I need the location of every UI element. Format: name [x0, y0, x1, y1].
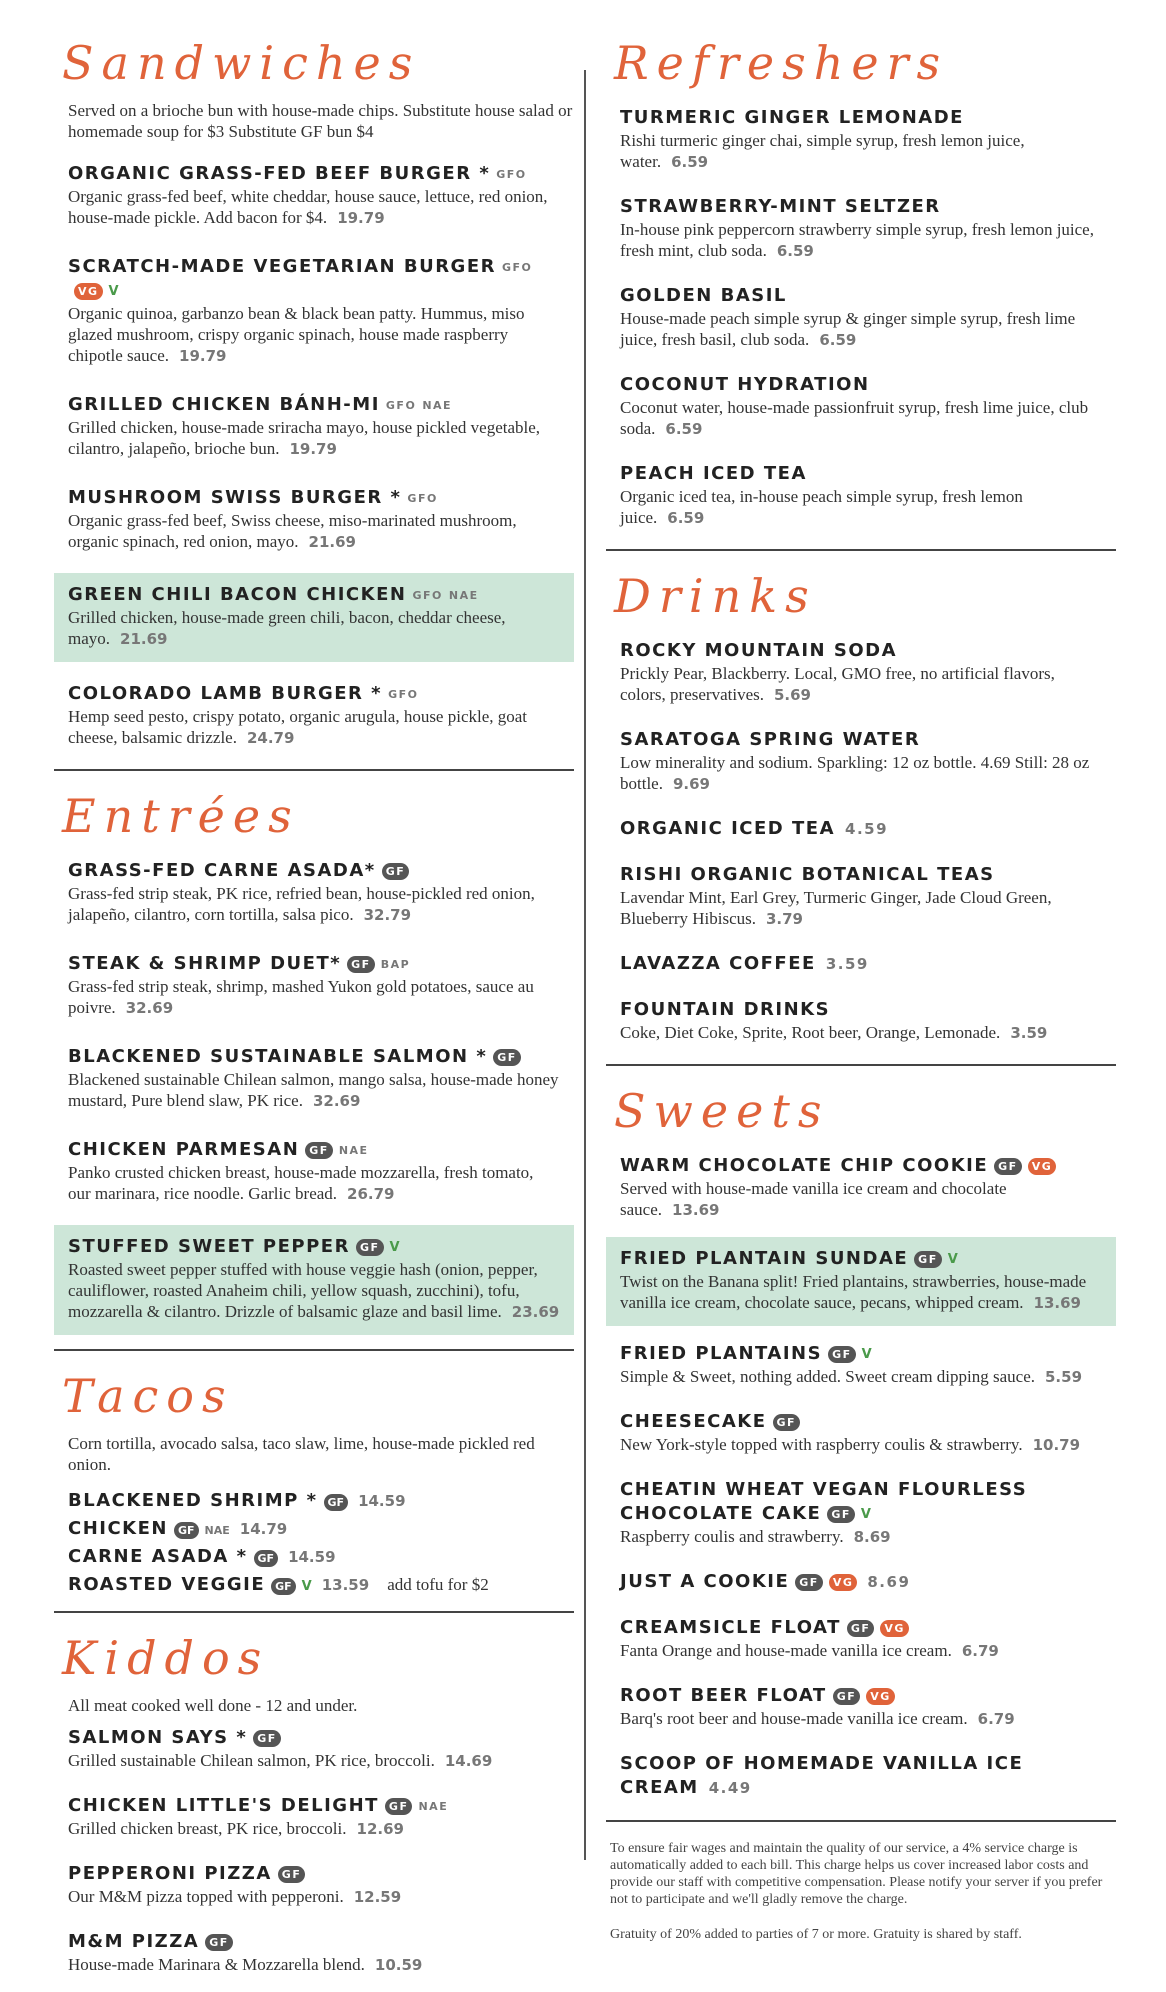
- tag-gf: GF: [994, 1158, 1022, 1175]
- item-name: [620, 106, 1102, 130]
- item-name: [68, 1862, 560, 1886]
- menu-item: [606, 1746, 1116, 1806]
- item-description: [68, 1750, 560, 1772]
- item-name: [620, 728, 1102, 752]
- item-name: [68, 1794, 560, 1818]
- item-name-text: BLACKENED SUSTAINABLE SALMON *: [68, 1046, 488, 1067]
- section-title: Refreshers: [614, 36, 949, 90]
- item-name-text: TURMERIC GINGER LEMONADE: [620, 107, 964, 128]
- menu-item: [54, 1225, 574, 1335]
- item-description-text: Simple & Sweet, nothing added. Sweet cream dipping sauce.: [620, 1367, 1035, 1386]
- tag-gf: GF: [914, 1251, 942, 1268]
- item-description-text: Roasted sweet pepper stuffed with house veggie hash (onion, pepper, cauliflower, roasted Anaheim chili, yellow squash, zucchini), tofu, mozzarella & cilantro. Drizzle of balsamic glaze and basil lime.: [68, 1260, 538, 1321]
- item-price: 21.69: [120, 630, 168, 648]
- taco-item: [54, 1517, 574, 1541]
- service-charge-note: To ensure fair wages and maintain the quality of our service, a 4% service charge is automatically added to each bill. This charge helps us cover increased labor costs and provide our staff with competitive compensation. Please notify your server if you prefer not to participate and we'll gladly remove the charge.: [610, 1841, 1103, 1907]
- item-description: [68, 976, 560, 1019]
- item-description: [68, 1954, 560, 1976]
- item-name: [620, 817, 1102, 841]
- item-description: [620, 1434, 1102, 1456]
- item-description: [68, 510, 560, 553]
- item-description: [68, 607, 560, 650]
- sandwiches-section: [54, 36, 574, 755]
- item-description-text: Blackened sustainable Chilean salmon, mango salsa, house-made honey mustard, Pure blend slaw, PK rice.: [68, 1070, 559, 1110]
- item-description: [620, 1022, 1102, 1044]
- item-description-text: Coconut water, house-made passionfruit syrup, fresh lime juice, club soda.: [620, 398, 1089, 438]
- item-description-text: New York-style topped with raspberry coulis & strawberry.: [620, 1435, 1023, 1454]
- item-description-text: Hemp seed pesto, crispy potato, organic arugula, house pickle, goat cheese, balsamic drizzle.: [68, 707, 528, 747]
- item-name-text: GOLDEN BASIL: [620, 285, 787, 306]
- item-price: 8.69: [853, 1528, 891, 1546]
- item-description-text: Barq's root beer and house-made vanilla ice cream.: [620, 1709, 968, 1728]
- taco-item: [54, 1489, 574, 1513]
- item-description-text: Panko crusted chicken breast, house-made mozzarella, fresh tomato, our marinara, rice noodle. Garlic bread.: [68, 1163, 534, 1203]
- item-description: [68, 1886, 560, 1908]
- tag-gf: GF: [847, 1620, 875, 1637]
- tag-gf: GF: [833, 1688, 861, 1705]
- item-price: 5.59: [1045, 1368, 1083, 1386]
- menu-item: [54, 1856, 574, 1914]
- item-description: [620, 1366, 1102, 1388]
- item-name: [620, 1478, 1102, 1526]
- item-name: [620, 1247, 1102, 1271]
- menu-item: [54, 946, 574, 1025]
- tacos-section: [54, 1369, 574, 1597]
- item-name: [68, 952, 560, 976]
- section-divider: [606, 549, 1116, 551]
- item-price: 26.79: [347, 1185, 395, 1203]
- item-name-text: ROCKY MOUNTAIN SODA: [620, 640, 897, 661]
- item-name-text: CHEATIN WHEAT VEGAN FLOURLESS CHOCOLATE CAKE: [620, 1479, 1028, 1524]
- item-description-text: Organic grass-fed beef, Swiss cheese, miso-marinated mushroom, organic spinach, red onion, mayo.: [68, 511, 517, 551]
- tag-nae: NAE: [418, 1799, 449, 1813]
- item-description-text: Organic quinoa, garbanzo bean & black bean patty. Hummus, miso glazed mushroom, crispy organic spinach, house made raspberry chipotle sauce.: [68, 304, 525, 365]
- item-name: [68, 255, 560, 303]
- menu-item: [606, 278, 1116, 357]
- item-description-text: Rishi turmeric ginger chai, simple syrup, fresh lemon juice, water.: [620, 131, 1025, 171]
- section-title: Drinks: [614, 569, 817, 623]
- tag-gf: GF: [271, 1578, 296, 1595]
- item-name: [68, 583, 560, 607]
- menu-item: [606, 367, 1116, 446]
- item-description: [68, 1162, 560, 1205]
- item-name-text: GRILLED CHICKEN BÁNH-MI: [68, 394, 380, 415]
- item-description-text: Grilled chicken, house-made sriracha mayo, house pickled vegetable, cilantro, jalapeño, brioche bun.: [68, 418, 541, 458]
- item-description-text: Raspberry coulis and strawberry.: [620, 1527, 844, 1546]
- item-name-text: STUFFED SWEET PEPPER: [68, 1236, 350, 1257]
- menu-item: [54, 156, 574, 235]
- item-price: 8.69: [867, 1573, 911, 1591]
- menu-item: [54, 249, 574, 373]
- item-description-text: In-house pink peppercorn strawberry simple syrup, fresh lemon juice, fresh mint, club soda.: [620, 220, 1094, 260]
- item-description-text: Grilled sustainable Chilean salmon, PK rice, broccoli.: [68, 1751, 435, 1770]
- item-description-text: Our M&M pizza topped with pepperoni.: [68, 1887, 344, 1906]
- section-intro: Corn tortilla, avocado salsa, taco slaw, lime, house-made pickled red onion.: [68, 1434, 535, 1474]
- item-name: [620, 1684, 1102, 1708]
- item-name-text: CHICKEN LITTLE'S DELIGHT: [68, 1795, 379, 1816]
- drinks-section: [606, 569, 1116, 1050]
- menu-item: [54, 1132, 574, 1211]
- section-title: Sandwiches: [62, 36, 421, 90]
- item-description: [620, 1640, 1102, 1662]
- item-name: [68, 1235, 560, 1259]
- tag-v: V: [861, 1346, 874, 1362]
- tag-v: V: [860, 1506, 873, 1522]
- item-name: [620, 1154, 1102, 1178]
- section-divider: [54, 1349, 574, 1351]
- item-price: 10.59: [374, 1956, 423, 1974]
- menu-item: [54, 1720, 574, 1778]
- menu-item: [606, 1148, 1116, 1227]
- tag-v: V: [108, 283, 121, 299]
- item-name-text: PEACH ICED TEA: [620, 463, 807, 484]
- menu-item: [606, 722, 1116, 801]
- item-name-text: FOUNTAIN DRINKS: [620, 999, 831, 1020]
- tag-gf: GF: [305, 1142, 333, 1159]
- tag-gf: GF: [493, 1049, 521, 1066]
- item-name-text: ORGANIC ICED TEA: [620, 818, 836, 839]
- item-name-text: STEAK & SHRIMP DUET*: [68, 953, 342, 974]
- item-description-text: Grilled chicken, house-made green chili, bacon, cheddar cheese, mayo.: [68, 608, 506, 648]
- tag-vg: VG: [880, 1620, 909, 1637]
- item-description-text: House-made peach simple syrup & ginger simple syrup, fresh lime juice, fresh basil, club soda.: [620, 309, 1076, 349]
- kiddos-items: [54, 1720, 574, 1982]
- menu-item: [54, 387, 574, 466]
- item-name: [68, 162, 560, 186]
- item-name-text: JUST A COOKIE: [620, 1571, 790, 1592]
- tag-v: V: [947, 1251, 960, 1267]
- menu-item: [606, 1237, 1116, 1326]
- tag-vg: VG: [1028, 1158, 1057, 1175]
- tag-gf: GF: [254, 1550, 279, 1567]
- item-name: [68, 1045, 560, 1069]
- tag-gf: GF: [795, 1574, 823, 1591]
- tag-gfo: GFO: [407, 491, 438, 505]
- item-price: 32.79: [363, 906, 412, 924]
- item-price: 32.69: [125, 999, 174, 1017]
- item-name: [68, 393, 560, 417]
- menu-item: [606, 1336, 1116, 1394]
- entrees-section: [54, 789, 574, 1335]
- menu-item: [606, 992, 1116, 1050]
- section-title: Entrées: [62, 789, 300, 843]
- item-price: 3.79: [765, 910, 803, 928]
- item-description: [68, 186, 560, 229]
- tag-gfo: GFO: [496, 167, 527, 181]
- item-description-text: Grass-fed strip steak, shrimp, mashed Yukon gold potatoes, sauce au poivre.: [68, 977, 534, 1017]
- section-divider: [606, 1820, 1116, 1822]
- item-name-text: CHEESECAKE: [620, 1411, 767, 1432]
- item-name: [68, 1726, 560, 1750]
- item-name-text: GRASS-FED CARNE ASADA*: [68, 860, 376, 881]
- item-description: [620, 1271, 1102, 1314]
- item-name: [68, 486, 560, 510]
- menu-item: [606, 1564, 1116, 1600]
- item-price: 23.69: [511, 1303, 560, 1321]
- item-price: 14.79: [239, 1520, 288, 1538]
- menu-item: [606, 456, 1116, 535]
- taco-item: [54, 1573, 574, 1597]
- tag-gf: GF: [828, 1346, 856, 1363]
- item-name-text: GREEN CHILI BACON CHICKEN: [68, 584, 407, 605]
- tag-gf: GF: [253, 1730, 281, 1747]
- tag-nae: NAE: [204, 1523, 230, 1537]
- item-description: [68, 1818, 560, 1840]
- item-name-text: RISHI ORGANIC BOTANICAL TEAS: [620, 864, 995, 885]
- item-description: [620, 1526, 1102, 1548]
- item-name-text: COCONUT HYDRATION: [620, 374, 870, 395]
- item-price: 10.79: [1032, 1436, 1081, 1454]
- menu-item: [606, 1404, 1116, 1462]
- item-price: 14.69: [444, 1752, 493, 1770]
- item-price: 13.59: [321, 1576, 370, 1594]
- menu-item: [54, 1924, 574, 1982]
- item-name: ROASTED VEGGIE: [68, 1574, 266, 1595]
- menu-item: [606, 857, 1116, 936]
- section-title: Tacos: [62, 1369, 234, 1423]
- item-price: 6.79: [961, 1642, 999, 1660]
- menu-item: [54, 1039, 574, 1118]
- item-name: [68, 1138, 560, 1162]
- item-name-text: LAVAZZA COFFEE: [620, 953, 816, 974]
- item-price: 4.49: [708, 1779, 752, 1797]
- section-title: Kiddos: [62, 1631, 270, 1685]
- tag-gf: GF: [382, 863, 410, 880]
- tag-nae: NAE: [448, 588, 479, 602]
- item-name: [68, 682, 560, 706]
- item-price: 19.79: [289, 440, 337, 458]
- menu-item: [606, 946, 1116, 982]
- item-name-text: CREAMSICLE FLOAT: [620, 1617, 841, 1638]
- item-name: [620, 284, 1102, 308]
- tag-gf: GF: [827, 1506, 855, 1523]
- tag-gf: GF: [205, 1934, 233, 1951]
- item-price: 5.69: [773, 686, 811, 704]
- item-description-text: Fanta Orange and house-made vanilla ice cream.: [620, 1641, 952, 1660]
- tag-gfo: GFO: [385, 398, 417, 412]
- item-name: [620, 373, 1102, 397]
- tag-v: V: [301, 1578, 312, 1594]
- item-price: 14.59: [288, 1548, 336, 1566]
- item-price: 32.69: [312, 1092, 361, 1110]
- item-name: CARNE ASADA *: [68, 1546, 248, 1567]
- item-description: [68, 706, 560, 749]
- item-name-text: SCOOP OF HOMEMADE VANILLA ICE CREAM: [620, 1753, 1024, 1798]
- item-description: [620, 130, 1102, 173]
- tag-gf: GF: [278, 1866, 306, 1883]
- item-price: 6.59: [667, 509, 705, 527]
- item-price: 6.59: [671, 153, 709, 171]
- item-description-text: Lavendar Mint, Earl Grey, Turmeric Ginger, Jade Cloud Green, Blueberry Hibiscus.: [620, 888, 1052, 928]
- tag-vg: VG: [829, 1574, 858, 1591]
- item-price: 13.69: [672, 1201, 720, 1219]
- item-description-text: Low minerality and sodium. Sparkling: 12 oz bottle. 4.69 Still: 28 oz bottle.: [620, 753, 1090, 793]
- right-column: [606, 36, 1116, 1943]
- tag-gf: GF: [385, 1798, 413, 1815]
- tag-gfo: GFO: [412, 588, 443, 602]
- gratuity-note: Gratuity of 20% added to parties of 7 or more. Gratuity is shared by staff.: [610, 1927, 1022, 1942]
- item-description: [620, 308, 1102, 351]
- drinks-items: [606, 633, 1116, 1050]
- item-description-text: Grass-fed strip steak, PK rice, refried bean, house-pickled red onion, jalapeño, cilantro, corn tortilla, salsa pico.: [68, 884, 535, 924]
- item-name: [620, 1616, 1102, 1640]
- item-description-text: Organic grass-fed beef, white cheddar, house sauce, lettuce, red onion, house-made pickle. Add bacon for $4.: [68, 187, 548, 227]
- item-description-text: Grilled chicken breast, PK rice, broccoli.: [68, 1819, 347, 1838]
- item-price: 3.59: [825, 955, 869, 973]
- item-description: [620, 1708, 1102, 1730]
- item-name: CHICKEN: [68, 1518, 168, 1539]
- item-description-text: House-made Marinara & Mozzarella blend.: [68, 1955, 365, 1974]
- section-divider: [606, 1064, 1116, 1066]
- item-name: [620, 1570, 1102, 1594]
- item-price: 9.69: [672, 775, 710, 793]
- tacos-items: [54, 1489, 574, 1597]
- item-description: [620, 887, 1102, 930]
- item-name: [620, 863, 1102, 887]
- item-name-text: CHICKEN PARMESAN: [68, 1139, 300, 1160]
- tag-gf: GF: [773, 1414, 801, 1431]
- item-name-text: COLORADO LAMB BURGER *: [68, 683, 383, 704]
- tag-v: V: [389, 1239, 402, 1255]
- tag-gfo: GFO: [502, 260, 533, 274]
- sweets-section: [606, 1084, 1116, 1806]
- section-intro: All meat cooked well done - 12 and under.: [68, 1696, 358, 1715]
- tag-gf: GF: [324, 1494, 349, 1511]
- item-description: [620, 1178, 1102, 1221]
- sandwiches-items: [54, 156, 574, 755]
- item-description-text: Prickly Pear, Blackberry. Local, GMO free, no artificial flavors, colors, preservatives.: [620, 664, 1055, 704]
- tag-nae: NAE: [422, 398, 453, 412]
- item-price: 6.59: [819, 331, 857, 349]
- item-name-text: PEPPERONI PIZZA: [68, 1863, 272, 1884]
- tag-nae: NAE: [338, 1143, 369, 1157]
- item-description-text: Twist on the Banana split! Fried plantains, strawberries, house-made vanilla ice cream, chocolate sauce, pecans, whipped cream.: [620, 1272, 1087, 1312]
- menu-item: [606, 1678, 1116, 1736]
- menu-item: [54, 853, 574, 932]
- tag-gf: GF: [174, 1522, 199, 1539]
- menu-item: [54, 573, 574, 662]
- item-description: [620, 663, 1102, 706]
- item-name: [620, 952, 1102, 976]
- item-name-text: ROOT BEER FLOAT: [620, 1685, 827, 1706]
- item-description: [68, 883, 560, 926]
- item-description-text: Organic iced tea, in-house peach simple syrup, fresh lemon juice.: [620, 487, 1023, 527]
- item-name: BLACKENED SHRIMP *: [68, 1490, 318, 1511]
- tag-gfo: GFO: [388, 687, 419, 701]
- item-name: [620, 1752, 1102, 1800]
- item-price: 3.59: [1010, 1024, 1048, 1042]
- item-name: [620, 639, 1102, 663]
- item-description-text: Served with house-made vanilla ice cream and chocolate sauce.: [620, 1179, 1007, 1219]
- item-description: [68, 1069, 560, 1112]
- tag-vg: VG: [866, 1688, 895, 1705]
- item-name-text: MUSHROOM SWISS BURGER *: [68, 487, 402, 508]
- menu-item: [606, 1472, 1116, 1554]
- kiddos-section: [54, 1631, 574, 1982]
- item-description: [620, 752, 1102, 795]
- item-description: [68, 1259, 560, 1323]
- entrees-items: [54, 853, 574, 1335]
- item-name-text: ORGANIC GRASS-FED BEEF BURGER *: [68, 163, 491, 184]
- item-price: 21.69: [308, 533, 356, 551]
- item-price: 4.59: [845, 820, 889, 838]
- menu-item: [606, 100, 1116, 179]
- item-name-text: FRIED PLANTAINS: [620, 1343, 823, 1364]
- item-name-text: SALMON SAYS *: [68, 1727, 248, 1748]
- item-name-text: SCRATCH-MADE VEGETARIAN BURGER: [68, 256, 496, 277]
- item-name: [68, 859, 560, 883]
- item-name: [620, 1342, 1102, 1366]
- column-divider: [584, 70, 586, 1860]
- tag-vg: VG: [74, 283, 103, 300]
- section-intro: Served on a brioche bun with house-made chips. Substitute house salad or homemade soup for $3 Substitute GF bun $4: [68, 101, 573, 141]
- menu-item: [54, 1788, 574, 1846]
- item-price: 6.59: [665, 420, 703, 438]
- item-price: 12.59: [353, 1888, 402, 1906]
- section-divider: [54, 769, 574, 771]
- item-name-text: FRIED PLANTAIN SUNDAE: [620, 1248, 909, 1269]
- item-name-text: WARM CHOCOLATE CHIP COOKIE: [620, 1155, 989, 1176]
- item-name: [620, 195, 1102, 219]
- item-price: 19.79: [179, 347, 227, 365]
- item-price: 14.59: [358, 1492, 406, 1510]
- item-price: 6.59: [776, 242, 814, 260]
- item-description: [68, 303, 560, 367]
- item-description: [620, 219, 1102, 262]
- left-column: [54, 36, 574, 1992]
- menu-item: [606, 1610, 1116, 1668]
- taco-item: [54, 1545, 574, 1569]
- item-description: [620, 486, 1102, 529]
- item-description: [620, 397, 1102, 440]
- item-name: [620, 462, 1102, 486]
- menu-item: [606, 189, 1116, 268]
- item-name: [620, 998, 1102, 1022]
- section-title: Sweets: [614, 1084, 830, 1138]
- tag-gf: GF: [356, 1239, 384, 1256]
- item-description-text: Coke, Diet Coke, Sprite, Root beer, Orange, Lemonade.: [620, 1023, 1001, 1042]
- menu-item: [54, 480, 574, 559]
- item-name: [620, 1410, 1102, 1434]
- item-price: 19.79: [337, 209, 385, 227]
- tag-bap: BAP: [380, 957, 411, 971]
- item-name-text: STRAWBERRY-MINT SELTZER: [620, 196, 941, 217]
- item-name: [68, 1930, 560, 1954]
- item-extra: add tofu for $2: [387, 1575, 489, 1594]
- menu-item: [606, 633, 1116, 712]
- menu-item: [606, 811, 1116, 847]
- item-description: [68, 417, 560, 460]
- item-price: 6.79: [977, 1710, 1015, 1728]
- refreshers-items: [606, 100, 1116, 535]
- sweets-items: [606, 1148, 1116, 1806]
- tag-gf: GF: [347, 956, 375, 973]
- refreshers-section: [606, 36, 1116, 535]
- item-name-text: SARATOGA SPRING WATER: [620, 729, 921, 750]
- item-price: 13.69: [1033, 1294, 1081, 1312]
- menu-item: [54, 676, 574, 755]
- item-price: 12.69: [356, 1820, 404, 1838]
- section-divider: [54, 1611, 574, 1613]
- item-price: 24.79: [246, 729, 295, 747]
- item-name-text: M&M PIZZA: [68, 1931, 200, 1952]
